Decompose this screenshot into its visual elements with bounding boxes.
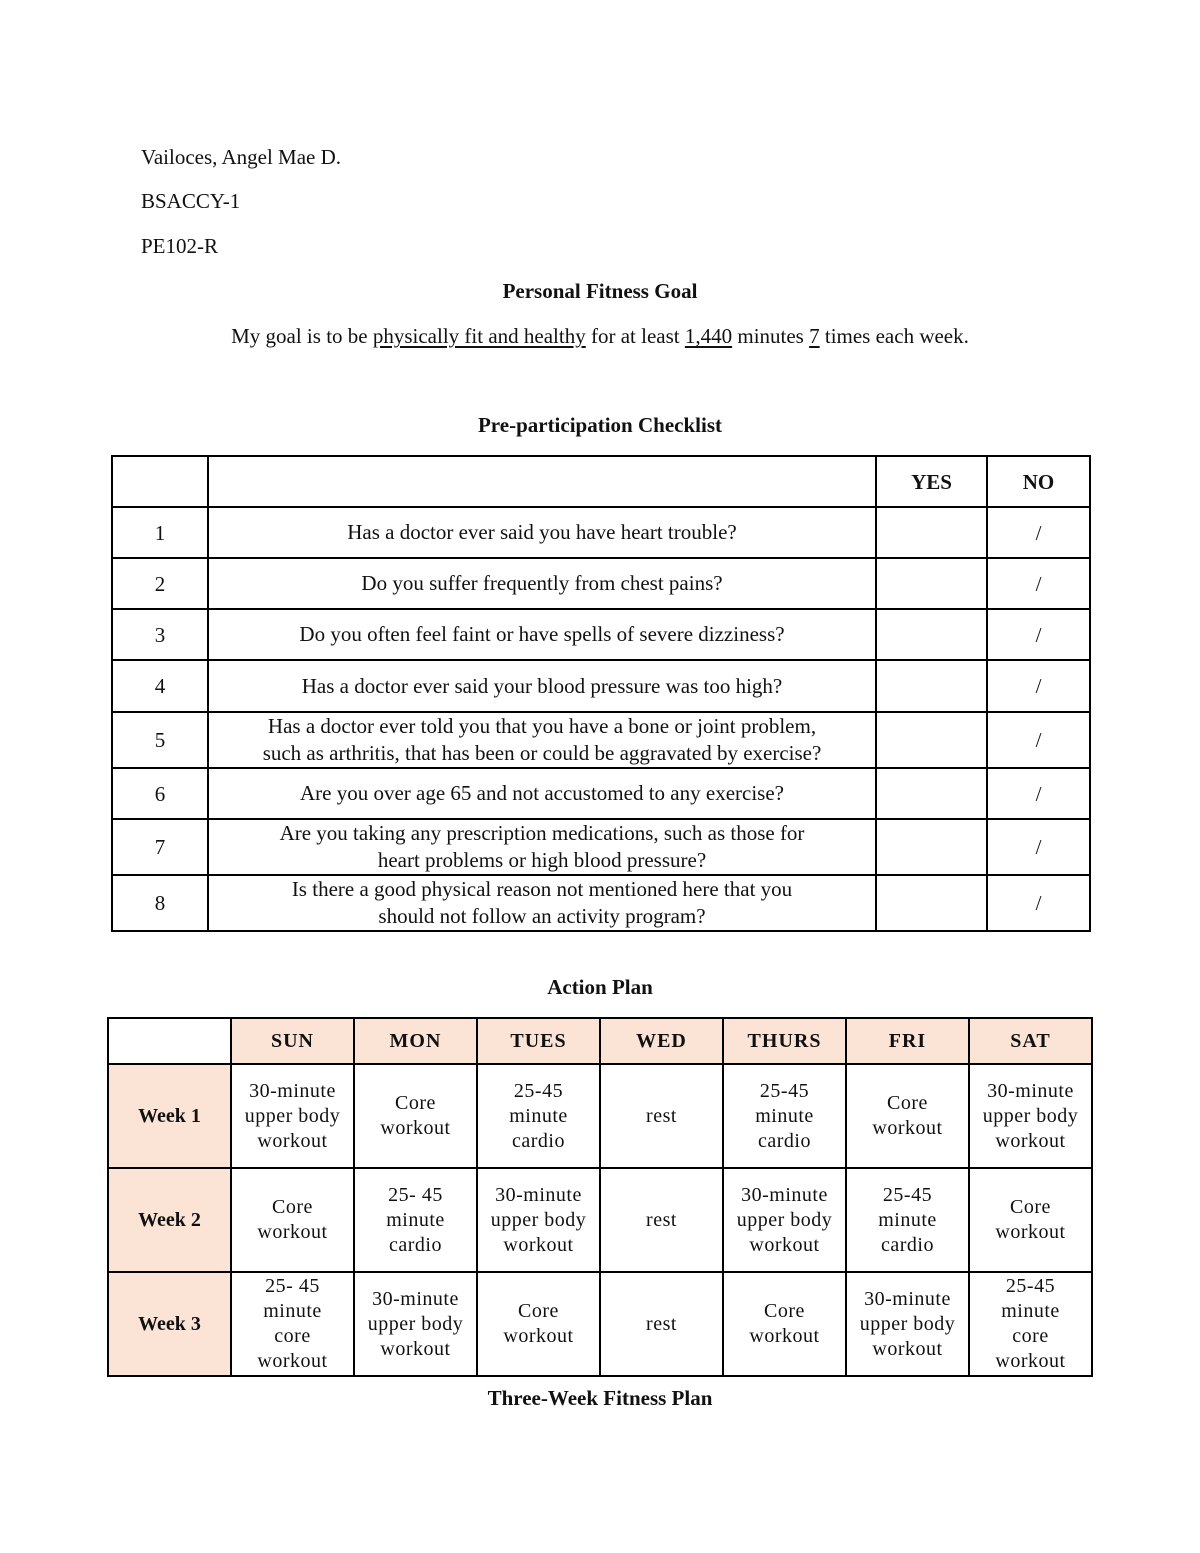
checklist-question: Are you over age 65 and not accustomed to any exercise?	[208, 768, 876, 819]
week-label: Week 3	[108, 1272, 231, 1376]
goal-times: 7	[809, 324, 820, 348]
goal-activity: physically fit and healthy	[372, 324, 586, 348]
checklist-yes-mark	[876, 507, 987, 558]
checklist-yes-mark	[876, 558, 987, 609]
plan-cell-tues: Core workout	[477, 1272, 600, 1376]
checklist-table	[111, 455, 1091, 932]
checklist-no-mark: /	[987, 507, 1090, 558]
week-row	[108, 1064, 1092, 1168]
plan-header-row	[108, 1018, 1092, 1064]
checklist-no-mark: /	[987, 712, 1090, 768]
day-header-tues: TUES	[477, 1018, 600, 1064]
checklist-row	[112, 609, 1090, 660]
checklist-question: Has a doctor ever said you have heart trouble?	[208, 507, 876, 558]
checklist-row-number: 6	[112, 768, 208, 819]
plan-cell-tues: 30-minute upper body workout	[477, 1168, 600, 1272]
checklist-header-question	[208, 456, 876, 507]
day-header-mon: MON	[354, 1018, 477, 1064]
plan-cell-fri: 30-minute upper body workout	[846, 1272, 969, 1376]
plan-cell-sat: 25-45 minute core workout	[969, 1272, 1092, 1376]
checklist-row-number: 8	[112, 875, 208, 931]
goal-prefix: My goal is to be	[231, 324, 373, 348]
week-label: Week 2	[108, 1168, 231, 1272]
goal-suffix: times each week.	[819, 324, 969, 348]
checklist-no-mark: /	[987, 558, 1090, 609]
plan-cell-fri: 25-45 minute cardio	[846, 1168, 969, 1272]
checklist-yes-mark	[876, 609, 987, 660]
week-row	[108, 1168, 1092, 1272]
week-row	[108, 1272, 1092, 1376]
plan-cell-sun: 25- 45 minute core workout	[231, 1272, 354, 1376]
plan-cell-mon: Core workout	[354, 1064, 477, 1168]
action-plan-title: Action Plan	[547, 975, 653, 999]
action-plan-table	[107, 1017, 1093, 1377]
checklist-no-mark: /	[987, 609, 1090, 660]
checklist-question: Are you taking any prescription medications, such as those for heart problems or high blood pressure?	[208, 819, 876, 875]
checklist-yes-mark	[876, 819, 987, 875]
day-header-fri: FRI	[846, 1018, 969, 1064]
day-header-sat: SAT	[969, 1018, 1092, 1064]
checklist-question: Is there a good physical reason not mentioned here that you should not follow an activity program?	[208, 875, 876, 931]
day-header-thurs: THURS	[723, 1018, 846, 1064]
plan-cell-fri: Core workout	[846, 1064, 969, 1168]
plan-cell-thurs: 30-minute upper body workout	[723, 1168, 846, 1272]
checklist-row-number: 7	[112, 819, 208, 875]
checklist-header-row	[112, 456, 1090, 507]
checklist-header-no: NO	[987, 456, 1090, 507]
plan-cell-tues: 25-45 minute cardio	[477, 1064, 600, 1168]
goal-statement	[0, 323, 1200, 349]
plan-caption: Three-Week Fitness Plan	[487, 1386, 713, 1410]
checklist-question: Do you suffer frequently from chest pains?	[208, 558, 876, 609]
program-code: BSACCY-1	[141, 189, 241, 213]
checklist-row-number: 2	[112, 558, 208, 609]
checklist-row	[112, 819, 1090, 875]
goal-minutes: 1,440	[684, 324, 733, 348]
checklist-row	[112, 768, 1090, 819]
checklist-title: Pre-participation Checklist	[477, 413, 722, 437]
checklist-yes-mark	[876, 712, 987, 768]
checklist-no-mark: /	[987, 768, 1090, 819]
plan-cell-mon: 25- 45 minute cardio	[354, 1168, 477, 1272]
checklist-header-num	[112, 456, 208, 507]
student-name: Vailoces, Angel Mae D.	[141, 145, 342, 169]
checklist-row-number: 1	[112, 507, 208, 558]
checklist-no-mark: /	[987, 819, 1090, 875]
plan-cell-sat: 30-minute upper body workout	[969, 1064, 1092, 1168]
plan-cell-mon: 30-minute upper body workout	[354, 1272, 477, 1376]
plan-cell-sun: Core workout	[231, 1168, 354, 1272]
goal-title: Personal Fitness Goal	[502, 279, 698, 303]
goal-mid2: minutes	[732, 324, 810, 348]
checklist-row-number: 4	[112, 660, 208, 712]
plan-cell-wed: rest	[600, 1064, 723, 1168]
checklist-no-mark: /	[987, 875, 1090, 931]
checklist-row	[112, 712, 1090, 768]
checklist-row	[112, 875, 1090, 931]
day-header-wed: WED	[600, 1018, 723, 1064]
checklist-question: Has a doctor ever said your blood pressure was too high?	[208, 660, 876, 712]
plan-cell-wed: rest	[600, 1168, 723, 1272]
checklist-header-yes: YES	[876, 456, 987, 507]
checklist-row-number: 5	[112, 712, 208, 768]
checklist-row	[112, 558, 1090, 609]
checklist-row-number: 3	[112, 609, 208, 660]
day-header-sun: SUN	[231, 1018, 354, 1064]
plan-header-corner	[108, 1018, 231, 1064]
plan-cell-sat: Core workout	[969, 1168, 1092, 1272]
checklist-yes-mark	[876, 660, 987, 712]
plan-cell-thurs: Core workout	[723, 1272, 846, 1376]
checklist-question: Has a doctor ever told you that you have a bone or joint problem, such as arthritis, that has been or could be aggravated by exercise?	[208, 712, 876, 768]
checklist-yes-mark	[876, 768, 987, 819]
checklist-row	[112, 660, 1090, 712]
checklist-question: Do you often feel faint or have spells of severe dizziness?	[208, 609, 876, 660]
week-label: Week 1	[108, 1064, 231, 1168]
checklist-no-mark: /	[987, 660, 1090, 712]
goal-mid1: for at least	[585, 324, 685, 348]
checklist-yes-mark	[876, 875, 987, 931]
course-code: PE102-R	[141, 234, 219, 258]
plan-cell-sun: 30-minute upper body workout	[231, 1064, 354, 1168]
checklist-row	[112, 507, 1090, 558]
plan-cell-wed: rest	[600, 1272, 723, 1376]
plan-cell-thurs: 25-45 minute cardio	[723, 1064, 846, 1168]
